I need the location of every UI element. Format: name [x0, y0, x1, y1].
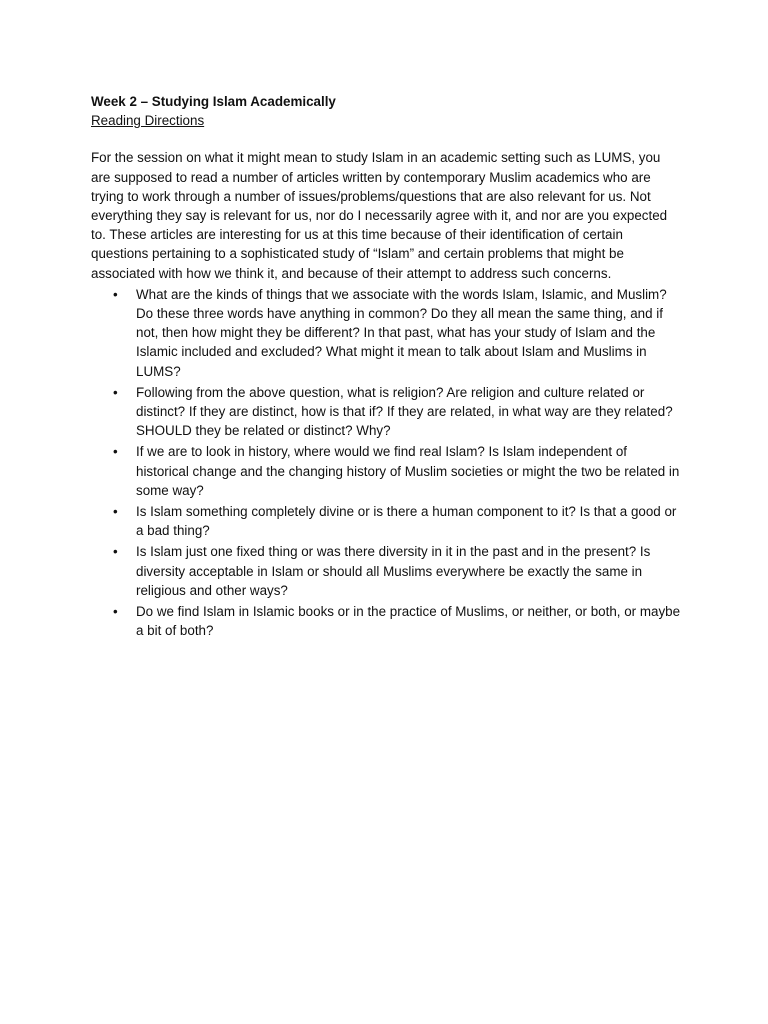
list-item-text: Is Islam just one fixed thing or was there diversity in it in the past and in the present? Is diversity acceptable in Islam or should all Muslims everywhere be exactly the same in religious and other ways?: [136, 544, 651, 598]
list-item-text: Following from the above question, what is religion? Are religion and culture related or distinct? If they are distinct, how is that if? If they are related, in what way are they related? SHOULD they be related or distinct? Why?: [136, 384, 673, 439]
list-item-text: Is Islam something completely divine or is there a human component to it? Is that a good or a bad thing?: [136, 504, 677, 539]
bullet-icon: •: [113, 384, 118, 400]
list-item-text: What are the kinds of things that we associate with the words Islam, Islamic, and Muslim? Do these three words have anything in common? Do they all mean the same thing, and if not, then how might they be different? In that past, what has your study of Islam and the Islamic included and excluded? What might it mean to talk about Islam and Muslims in LUMS?: [136, 286, 667, 379]
list-item-text: Do we find Islam in Islamic books or in the practice of Muslims, or neither, or both, or maybe a bit of both?: [136, 604, 681, 639]
list-item: [91, 542, 681, 600]
bullet-icon: •: [113, 544, 118, 560]
document-page: [91, 92, 681, 640]
list-item: [91, 285, 681, 381]
bullet-icon: •: [113, 444, 118, 460]
list-item: [91, 502, 681, 540]
intro-paragraph: For the session on what it might mean to study Islam in an academic setting such as LUMS, you are supposed to read a number of articles written by contemporary Muslim academics who are trying to work through a number of issues/problems/questions that are also relevant for us. Not everything they say is relevant for us, nor do I necessarily agree with it, and nor are you expected to. These articles are interesting for us at this time because of their identification of certain questions pertaining to a sophisticated study of “Islam” and certain problems that might be associated with how we think it, and because of their attempt to address such concerns.: [91, 150, 668, 281]
document-subtitle: Reading Directions: [91, 113, 205, 129]
document-title: Week 2 – Studying Islam Academically: [91, 94, 336, 109]
bullet-icon: •: [113, 504, 118, 520]
bullet-icon: •: [113, 286, 118, 302]
question-list: [91, 285, 681, 641]
list-item-text: If we are to look in history, where would we find real Islam? Is Islam independent of historical change and the changing history of Muslim societies or might the two be related in some way?: [136, 444, 680, 498]
list-item: [91, 442, 681, 500]
list-item: [91, 602, 681, 640]
list-item: [91, 383, 681, 441]
bullet-icon: •: [113, 604, 118, 620]
